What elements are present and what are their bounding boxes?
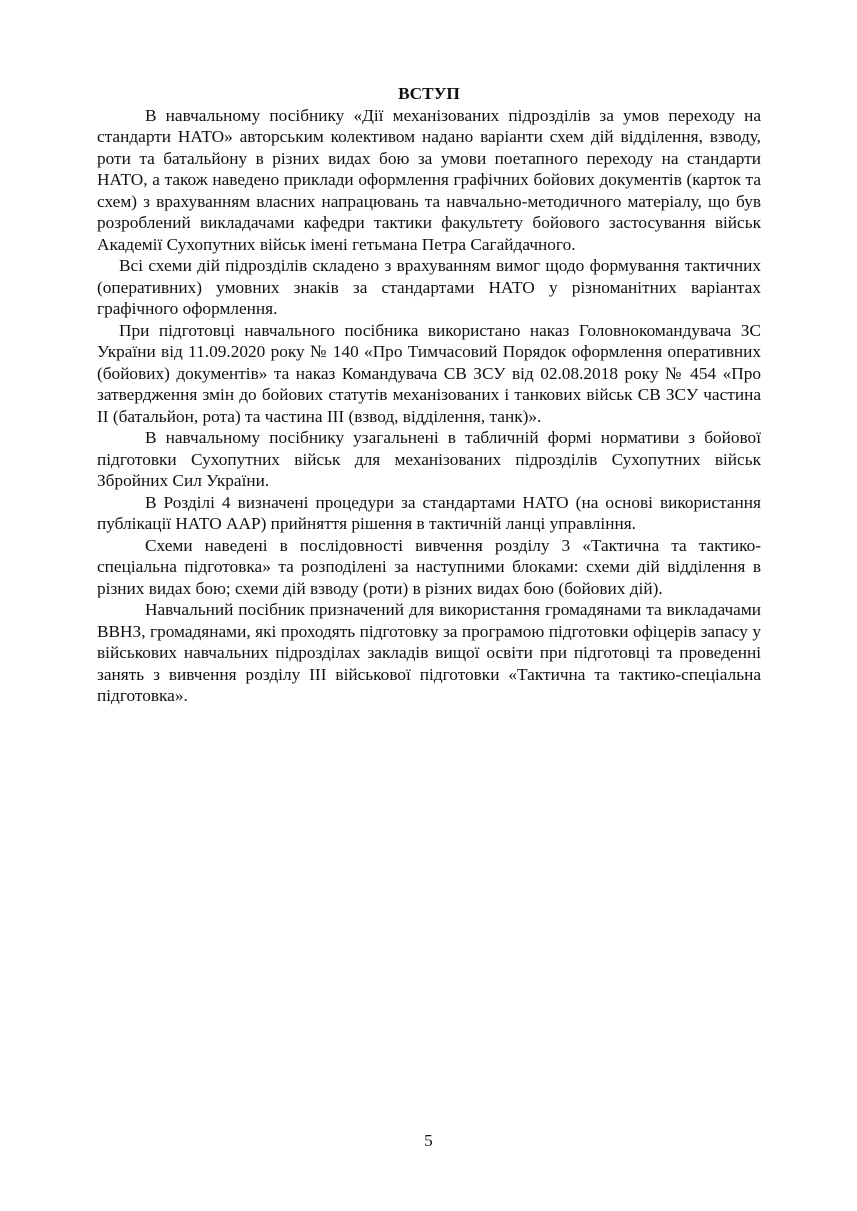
paragraph-orders: При підготовці навчального посібника використано наказ Головнокомандувача ЗС України від 11.09.2020 року № 140 «Про Тимчасовий Порядок оформлення оперативних (бойових) документів» та наказ Командувача СВ ЗСУ від 02.08.2018 року № 454 «Про затвердження змін до бойових статутів механізованих і танкових військ СВ ЗСУ частина ІІ (батальйон, рота) та частина ІІІ (взвод, відділення, танк)».	[97, 320, 761, 426]
section-heading: ВСТУП	[398, 84, 460, 103]
paragraph-symbols: Всі схеми дій підрозділів складено з врахуванням вимог щодо формування тактичних (оперативних) умовних знаків за стандартами НАТО у різноманітних варіантах графічного оформлення.	[97, 256, 761, 318]
paragraph-intro: В навчальному посібнику «Дії механізованих підрозділів за умов переходу на стандарти НАТО» авторським колективом надано варіанти схем дій відділення, взводу, роти та батальйону в різних видах бою за умови поетапного переходу на стандарти НАТО, а також наведено приклади оформлення графічних бойових документів (карток та схем) з врахуванням власних напрацювань та навчально-методичного матеріалу, що був розроблений викладачами кафедри тактики факультету бойового застосування військ Академії Сухопутних військ імені гетьмана Петра Сагайдачного.	[97, 105, 761, 254]
paragraph-schemes: Схеми наведені в послідовності вивчення розділу 3 «Тактична та тактико-спеціальна підготовка» та розподілені за наступними блоками: схеми дій відділення в різних видах бою; схеми дій взводу (роти) в різних видах бою (бойових дій).	[97, 535, 761, 598]
paragraph-section-4: В Розділі 4 визначені процедури за стандартами НАТО (на основі використання публікації НАТО ААР) прийняття рішення в тактичній ланці управління.	[97, 492, 761, 533]
paragraph-purpose: Навчальний посібник призначений для використання громадянами та викладачами ВВНЗ, громадянами, які проходять підготовку за програмою підготовки офіцерів запасу у військових навчальних підрозділах закладів вищої освіти при підготовці та проведенні занять з вивчення розділу ІІІ військової підготовки «Тактична та тактико-спеціальна підготовка».	[97, 600, 761, 705]
page-body	[97, 83, 761, 707]
paragraph-standards: В навчальному посібнику узагальнені в табличній формі нормативи з бойової підготовки Сухопутних військ для механізованих підрозділів Сухопутних військ Збройних Сил України.	[97, 428, 761, 490]
page-number: 5	[424, 1131, 433, 1150]
